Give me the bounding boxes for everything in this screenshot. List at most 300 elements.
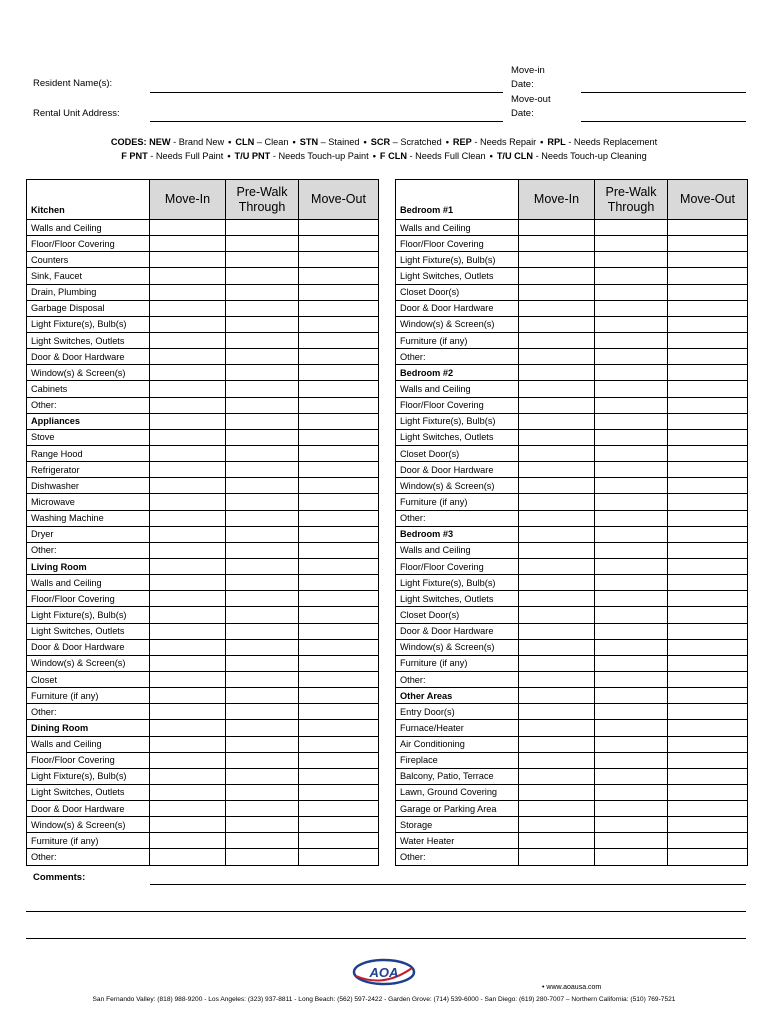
move-in-cell[interactable] [519, 365, 595, 381]
row-label: Other: [396, 671, 519, 687]
pre-walk-through-cell[interactable] [226, 655, 299, 671]
pre-walk-through-cell[interactable] [595, 607, 668, 623]
comments-line-1[interactable] [150, 884, 746, 885]
pre-walk-through-cell[interactable] [226, 445, 299, 461]
move-out-cell[interactable] [299, 607, 379, 623]
pre-walk-through-cell[interactable] [226, 316, 299, 332]
pre-walk-through-cell[interactable] [226, 252, 299, 268]
table-row [396, 268, 748, 284]
move-in-cell[interactable] [519, 752, 595, 768]
move-out-cell[interactable] [668, 817, 748, 833]
move-out-cell[interactable] [668, 429, 748, 445]
row-label: Closet Door(s) [396, 284, 519, 300]
table-row [396, 381, 748, 397]
move-out-cell[interactable] [299, 300, 379, 316]
row-label: Light Fixture(s), Bulb(s) [396, 575, 519, 591]
pre-walk-through-cell[interactable] [595, 752, 668, 768]
pre-walk-through-cell[interactable] [595, 688, 668, 704]
move-out-cell[interactable] [668, 768, 748, 784]
move-out-cell[interactable] [299, 817, 379, 833]
move-in-cell[interactable] [150, 784, 226, 800]
table-row [396, 316, 748, 332]
move-in-cell[interactable] [150, 510, 226, 526]
move-out-cell[interactable] [299, 397, 379, 413]
move-in-cell[interactable] [150, 462, 226, 478]
move-out-cell[interactable] [299, 462, 379, 478]
move-in-cell[interactable] [519, 655, 595, 671]
pre-walk-through-cell[interactable] [226, 478, 299, 494]
pre-walk-through-cell[interactable] [226, 332, 299, 348]
move-out-cell[interactable] [668, 510, 748, 526]
pre-walk-through-cell[interactable] [595, 284, 668, 300]
move-in-cell[interactable] [150, 720, 226, 736]
pre-walk-through-cell[interactable] [595, 817, 668, 833]
move-in-date-field[interactable] [581, 92, 746, 93]
move-out-cell[interactable] [299, 575, 379, 591]
move-in-cell[interactable] [150, 688, 226, 704]
row-label: Walls and Ceiling [27, 575, 150, 591]
move-in-cell[interactable] [519, 332, 595, 348]
move-in-cell[interactable] [150, 849, 226, 865]
move-out-cell[interactable] [668, 462, 748, 478]
table-row [27, 784, 379, 800]
move-out-cell[interactable] [299, 752, 379, 768]
move-out-cell[interactable] [668, 607, 748, 623]
move-out-cell[interactable] [299, 542, 379, 558]
pre-walk-through-cell[interactable] [226, 784, 299, 800]
pre-walk-through-cell[interactable] [595, 704, 668, 720]
pre-walk-through-cell[interactable] [595, 542, 668, 558]
move-out-cell[interactable] [668, 268, 748, 284]
move-out-cell[interactable] [299, 591, 379, 607]
move-in-cell[interactable] [150, 316, 226, 332]
pre-walk-through-cell[interactable] [226, 639, 299, 655]
pre-walk-through-cell[interactable] [595, 801, 668, 817]
table-row [396, 252, 748, 268]
move-out-cell[interactable] [668, 801, 748, 817]
table-row [27, 558, 379, 574]
move-in-cell[interactable] [519, 784, 595, 800]
move-in-cell[interactable] [519, 542, 595, 558]
table-row [27, 300, 379, 316]
pre-walk-through-cell[interactable] [226, 284, 299, 300]
move-in-cell[interactable] [150, 542, 226, 558]
move-in-cell[interactable] [519, 720, 595, 736]
pre-walk-through-cell[interactable] [226, 526, 299, 542]
move-out-cell[interactable] [668, 332, 748, 348]
move-in-cell[interactable] [150, 494, 226, 510]
pre-walk-through-cell[interactable] [595, 849, 668, 865]
move-out-date-label: Date: [511, 108, 534, 119]
table-row [396, 332, 748, 348]
move-in-cell[interactable] [519, 704, 595, 720]
pre-walk-through-cell[interactable] [595, 462, 668, 478]
move-in-cell[interactable] [150, 300, 226, 316]
comments-line-2[interactable] [26, 911, 746, 912]
move-out-cell[interactable] [299, 558, 379, 574]
pre-walk-through-cell[interactable] [226, 704, 299, 720]
row-label: Window(s) & Screen(s) [396, 316, 519, 332]
table-row [27, 284, 379, 300]
move-in-cell[interactable] [519, 462, 595, 478]
pre-walk-through-cell[interactable] [595, 623, 668, 639]
resident-name-label: Resident Name(s): [33, 78, 113, 89]
code-description: – Clean [254, 137, 289, 147]
move-out-cell[interactable] [668, 526, 748, 542]
move-in-cell[interactable] [519, 639, 595, 655]
move-in-cell[interactable] [519, 445, 595, 461]
move-out-cell[interactable] [668, 639, 748, 655]
move-out-cell[interactable] [668, 542, 748, 558]
pre-walk-through-cell[interactable] [226, 268, 299, 284]
pre-walk-through-cell[interactable] [226, 833, 299, 849]
move-in-cell[interactable] [150, 268, 226, 284]
move-out-cell[interactable] [668, 688, 748, 704]
move-out-cell[interactable] [299, 332, 379, 348]
move-out-cell[interactable] [668, 558, 748, 574]
move-out-cell[interactable] [668, 623, 748, 639]
table-row [27, 833, 379, 849]
move-in-cell[interactable] [150, 736, 226, 752]
move-out-cell[interactable] [299, 671, 379, 687]
move-in-cell[interactable] [150, 284, 226, 300]
pre-walk-through-cell[interactable] [226, 494, 299, 510]
pre-walk-through-cell[interactable] [226, 429, 299, 445]
column-header-move-in: Move-In [150, 180, 226, 220]
pre-walk-through-cell[interactable] [595, 236, 668, 252]
pre-walk-through-cell[interactable] [595, 833, 668, 849]
move-in-cell[interactable] [150, 817, 226, 833]
move-in-cell[interactable] [150, 220, 226, 236]
pre-walk-through-cell[interactable] [226, 817, 299, 833]
pre-walk-through-cell[interactable] [226, 365, 299, 381]
move-out-cell[interactable] [668, 220, 748, 236]
pre-walk-through-cell[interactable] [595, 381, 668, 397]
row-label: Furniture (if any) [396, 655, 519, 671]
move-in-cell[interactable] [519, 575, 595, 591]
pre-walk-through-cell[interactable] [595, 558, 668, 574]
table-row [27, 671, 379, 687]
move-out-date-field[interactable] [581, 121, 746, 122]
pre-walk-through-cell[interactable] [226, 413, 299, 429]
move-in-cell[interactable] [150, 704, 226, 720]
code-description: - Brand New [170, 137, 225, 147]
code-abbreviation: F PNT [121, 151, 148, 161]
move-out-cell[interactable] [299, 526, 379, 542]
move-out-cell[interactable] [299, 316, 379, 332]
move-out-cell[interactable] [299, 494, 379, 510]
pre-walk-through-cell[interactable] [595, 720, 668, 736]
move-out-cell[interactable] [668, 284, 748, 300]
column-header-pre-walk-through: Pre-Walk Through [226, 180, 299, 220]
move-in-cell[interactable] [519, 591, 595, 607]
move-out-cell[interactable] [299, 784, 379, 800]
move-in-cell[interactable] [150, 801, 226, 817]
move-in-cell[interactable] [150, 558, 226, 574]
pre-walk-through-cell[interactable] [226, 591, 299, 607]
move-out-cell[interactable] [299, 478, 379, 494]
pre-walk-through-cell[interactable] [595, 510, 668, 526]
pre-walk-through-cell[interactable] [595, 413, 668, 429]
row-label: Light Fixture(s), Bulb(s) [396, 413, 519, 429]
move-in-label: Move-in [511, 65, 545, 76]
row-label: Floor/Floor Covering [27, 236, 150, 252]
move-in-cell[interactable] [519, 801, 595, 817]
move-in-cell[interactable] [519, 623, 595, 639]
pre-walk-through-cell[interactable] [595, 397, 668, 413]
table-row [396, 688, 748, 704]
move-in-cell[interactable] [519, 429, 595, 445]
column-header-move-out: Move-Out [668, 180, 748, 220]
pre-walk-through-cell[interactable] [595, 784, 668, 800]
move-out-cell[interactable] [299, 623, 379, 639]
pre-walk-through-cell[interactable] [595, 671, 668, 687]
move-in-cell[interactable] [519, 558, 595, 574]
pre-walk-through-cell[interactable] [226, 801, 299, 817]
move-in-cell[interactable] [519, 849, 595, 865]
move-out-cell[interactable] [668, 784, 748, 800]
table-row [396, 300, 748, 316]
move-in-cell[interactable] [519, 397, 595, 413]
move-in-cell[interactable] [150, 397, 226, 413]
pre-walk-through-cell[interactable] [595, 349, 668, 365]
pre-walk-through-cell[interactable] [226, 349, 299, 365]
pre-walk-through-cell[interactable] [226, 381, 299, 397]
move-out-cell[interactable] [668, 591, 748, 607]
pre-walk-through-cell[interactable] [226, 671, 299, 687]
pre-walk-through-cell[interactable] [226, 736, 299, 752]
move-in-cell[interactable] [150, 413, 226, 429]
pre-walk-through-cell[interactable] [595, 332, 668, 348]
move-out-cell[interactable] [299, 510, 379, 526]
move-out-cell[interactable] [299, 655, 379, 671]
move-in-cell[interactable] [150, 591, 226, 607]
move-in-cell[interactable] [150, 655, 226, 671]
pre-walk-through-cell[interactable] [226, 510, 299, 526]
move-out-cell[interactable] [668, 252, 748, 268]
website-text: • www.aoausa.com [542, 984, 602, 991]
move-in-cell[interactable] [519, 316, 595, 332]
move-out-cell[interactable] [299, 268, 379, 284]
move-in-cell[interactable] [150, 332, 226, 348]
pre-walk-through-cell[interactable] [595, 478, 668, 494]
row-label: Water Heater [396, 833, 519, 849]
move-out-cell[interactable] [299, 445, 379, 461]
row-label: Closet [27, 671, 150, 687]
pre-walk-through-cell[interactable] [595, 655, 668, 671]
pre-walk-through-cell[interactable] [226, 236, 299, 252]
move-in-cell[interactable] [150, 381, 226, 397]
move-out-cell[interactable] [668, 478, 748, 494]
pre-walk-through-cell[interactable] [595, 300, 668, 316]
move-in-cell[interactable] [150, 575, 226, 591]
move-out-cell[interactable] [668, 381, 748, 397]
bullet-separator: • [372, 151, 376, 161]
move-out-cell[interactable] [668, 300, 748, 316]
move-out-cell[interactable] [299, 833, 379, 849]
move-in-cell[interactable] [150, 623, 226, 639]
move-in-cell[interactable] [519, 671, 595, 687]
row-label: Other: [27, 542, 150, 558]
resident-name-field[interactable] [150, 92, 503, 93]
move-in-cell[interactable] [519, 478, 595, 494]
section-header-kitchen: Kitchen [27, 180, 150, 220]
move-out-cell[interactable] [299, 704, 379, 720]
move-in-cell[interactable] [150, 429, 226, 445]
codes-legend-line-2 [0, 151, 768, 161]
move-out-cell[interactable] [299, 236, 379, 252]
move-out-cell[interactable] [299, 252, 379, 268]
move-out-cell[interactable] [668, 720, 748, 736]
row-label: Dishwasher [27, 478, 150, 494]
move-in-cell[interactable] [519, 510, 595, 526]
move-out-cell[interactable] [668, 236, 748, 252]
move-in-cell[interactable] [519, 349, 595, 365]
move-out-cell[interactable] [299, 736, 379, 752]
row-label: Door & Door Hardware [396, 623, 519, 639]
move-out-cell[interactable] [299, 220, 379, 236]
comments-line-3[interactable] [26, 938, 746, 939]
move-out-cell[interactable] [299, 365, 379, 381]
move-out-cell[interactable] [668, 316, 748, 332]
move-out-cell[interactable] [668, 671, 748, 687]
pre-walk-through-cell[interactable] [595, 639, 668, 655]
move-in-cell[interactable] [519, 381, 595, 397]
table-row [396, 542, 748, 558]
pre-walk-through-cell[interactable] [595, 252, 668, 268]
move-in-cell[interactable] [150, 349, 226, 365]
pre-walk-through-cell[interactable] [595, 494, 668, 510]
move-out-cell[interactable] [299, 720, 379, 736]
move-in-cell[interactable] [150, 768, 226, 784]
pre-walk-through-cell[interactable] [226, 558, 299, 574]
move-in-cell[interactable] [519, 252, 595, 268]
pre-walk-through-cell[interactable] [226, 607, 299, 623]
table-row [27, 316, 379, 332]
pre-walk-through-cell[interactable] [226, 752, 299, 768]
pre-walk-through-cell[interactable] [595, 768, 668, 784]
move-out-cell[interactable] [668, 365, 748, 381]
move-in-cell[interactable] [150, 833, 226, 849]
move-out-cell[interactable] [299, 349, 379, 365]
pre-walk-through-cell[interactable] [226, 220, 299, 236]
pre-walk-through-cell[interactable] [595, 268, 668, 284]
pre-walk-through-cell[interactable] [595, 220, 668, 236]
move-out-cell[interactable] [668, 445, 748, 461]
move-out-cell[interactable] [668, 833, 748, 849]
move-out-cell[interactable] [299, 429, 379, 445]
move-in-cell[interactable] [519, 607, 595, 623]
move-out-cell[interactable] [299, 284, 379, 300]
pre-walk-through-cell[interactable] [595, 575, 668, 591]
code-abbreviation: CLN [235, 137, 255, 147]
pre-walk-through-cell[interactable] [595, 445, 668, 461]
move-in-cell[interactable] [519, 526, 595, 542]
move-out-cell[interactable] [668, 704, 748, 720]
move-in-cell[interactable] [150, 752, 226, 768]
bullet-separator: • [363, 137, 367, 147]
move-out-cell[interactable] [668, 575, 748, 591]
pre-walk-through-cell[interactable] [226, 397, 299, 413]
pre-walk-through-cell[interactable] [226, 542, 299, 558]
pre-walk-through-cell[interactable] [595, 736, 668, 752]
move-in-cell[interactable] [519, 284, 595, 300]
move-in-cell[interactable] [150, 252, 226, 268]
move-out-cell[interactable] [299, 639, 379, 655]
move-out-cell[interactable] [668, 736, 748, 752]
move-in-cell[interactable] [519, 220, 595, 236]
pre-walk-through-cell[interactable] [226, 462, 299, 478]
move-in-cell[interactable] [150, 671, 226, 687]
move-in-cell[interactable] [519, 268, 595, 284]
section-header: Bedroom #3 [396, 526, 519, 542]
move-in-cell[interactable] [519, 736, 595, 752]
table-row [396, 736, 748, 752]
move-out-cell[interactable] [668, 349, 748, 365]
move-in-cell[interactable] [519, 817, 595, 833]
move-in-cell[interactable] [150, 478, 226, 494]
aoa-logo-text: AOA [369, 965, 399, 980]
move-in-cell[interactable] [519, 768, 595, 784]
move-out-cell[interactable] [299, 688, 379, 704]
move-out-cell[interactable] [668, 413, 748, 429]
row-label: Garage or Parking Area [396, 801, 519, 817]
rental-address-field[interactable] [150, 121, 503, 122]
pre-walk-through-cell[interactable] [226, 300, 299, 316]
code-abbreviation: F CLN [379, 151, 407, 161]
move-in-cell[interactable] [519, 236, 595, 252]
move-in-cell[interactable] [519, 688, 595, 704]
move-out-cell[interactable] [299, 849, 379, 865]
move-in-cell[interactable] [150, 526, 226, 542]
move-out-cell[interactable] [668, 397, 748, 413]
row-label: Door & Door Hardware [27, 349, 150, 365]
move-in-cell[interactable] [519, 833, 595, 849]
move-out-cell[interactable] [299, 801, 379, 817]
move-in-cell[interactable] [150, 639, 226, 655]
move-in-cell[interactable] [150, 445, 226, 461]
pre-walk-through-cell[interactable] [595, 526, 668, 542]
pre-walk-through-cell[interactable] [595, 591, 668, 607]
move-out-cell[interactable] [299, 768, 379, 784]
table-row [27, 413, 379, 429]
pre-walk-through-cell[interactable] [226, 849, 299, 865]
pre-walk-through-cell[interactable] [226, 575, 299, 591]
row-label: Light Switches, Outlets [396, 429, 519, 445]
pre-walk-through-cell[interactable] [226, 623, 299, 639]
move-in-cell[interactable] [150, 607, 226, 623]
pre-walk-through-cell[interactable] [595, 365, 668, 381]
move-out-cell[interactable] [668, 655, 748, 671]
move-out-cell[interactable] [299, 381, 379, 397]
row-label: Entry Door(s) [396, 704, 519, 720]
move-in-cell[interactable] [519, 413, 595, 429]
move-out-cell[interactable] [299, 413, 379, 429]
pre-walk-through-cell[interactable] [595, 429, 668, 445]
row-label: Light Switches, Outlets [27, 623, 150, 639]
move-out-cell[interactable] [668, 752, 748, 768]
move-in-cell[interactable] [150, 365, 226, 381]
move-out-cell[interactable] [668, 849, 748, 865]
pre-walk-through-cell[interactable] [226, 688, 299, 704]
move-in-cell[interactable] [150, 236, 226, 252]
move-in-cell[interactable] [519, 300, 595, 316]
move-in-cell[interactable] [519, 494, 595, 510]
pre-walk-through-cell[interactable] [226, 720, 299, 736]
move-out-cell[interactable] [668, 494, 748, 510]
pre-walk-through-cell[interactable] [226, 768, 299, 784]
pre-walk-through-cell[interactable] [595, 316, 668, 332]
